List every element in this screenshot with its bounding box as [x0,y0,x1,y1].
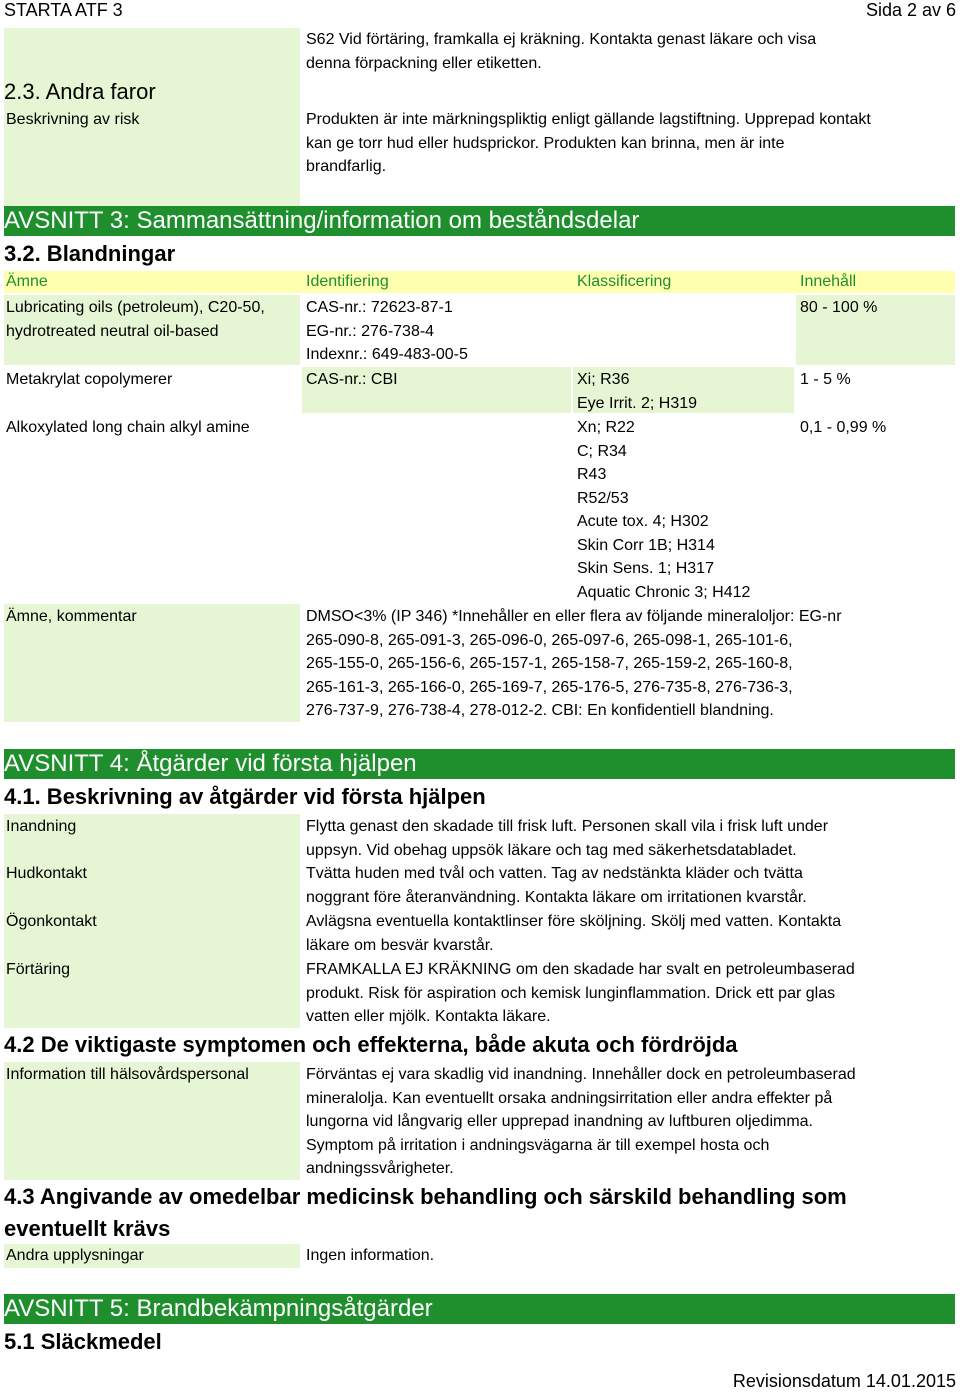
table-row-1-substance: Lubricating oils (petroleum), C20-50, hydrotreated neutral oil-based [6,299,265,340]
ingestion-label: Förtäring [6,961,71,978]
inhalation-text: Flytta genast den skadade till frisk luft. Personen skall vila i frisk luft under uppsyn. Vid obehag uppsök läkare och tag med säkerhetsdatabladet. [306,818,829,859]
risk-text: Produkten är inte märkningspliktig enligt gällande lagstiftning. Upprepad kontakt kan ge torr hud eller hudsprickor. Produkten kan brinna, men är inte brandfarlig. [306,111,871,175]
skin-label: Hudkontakt [6,865,87,882]
subsection-3-2: 3.2. Blandningar [4,241,176,266]
table-row-2-content: 1 - 5 % [800,371,851,388]
s62-text: S62 Vid förtäring, framkalla ej kräkning. Kontakta genast läkare och visa denna förpackning eller etiketten. [306,31,817,72]
revision-date: Revisionsdatum 14.01.2015 [732,1371,956,1391]
table-row-2-substance: Metakrylat copolymerer [6,371,173,388]
col-substance: Ämne [6,273,48,290]
health-text: Förväntas ej vara skadlig vid inandning. Innehåller dock en petroleumbaserad mineralolja. Kan eventuellt orsaka andningsirritation eller andra effekter på lungorna vid långvarig eller upprepad inandning av luftburen oljedimma. Symptom på irritation i andningsvägarna är till exempel hosta och andningssvårigheter. [306,1066,856,1177]
section-3-heading: AVSNITT 3: Sammansättning/information om beståndsdelar [4,206,955,236]
table-row-3-content: 0,1 - 0,99 % [800,419,887,436]
table-row-1-content: 80 - 100 % [800,299,878,316]
risk-label: Beskrivning av risk [6,111,140,128]
col-identification: Identifiering [306,273,389,290]
table-row-3-substance: Alkoxylated long chain alkyl amine [6,419,250,436]
eye-text: Avlägsna eventuella kontaktlinser före sköljning. Skölj med vatten. Kontakta läkare om besvär kvarstår. [306,913,842,954]
table-row-2-class: Xi; R36 Eye Irrit. 2; H319 [577,371,698,412]
table-header [4,271,955,293]
subsection-4-2: 4.2 De viktigaste symptomen och effekterna, både akuta och fördröjda [4,1032,738,1057]
table-row-2-ident: CAS-nr.: CBI [306,371,398,388]
table-row-3-class: Xn; R22 C; R34 R43 R52/53 Acute tox. 4; H302 Skin Corr 1B; H314 Skin Sens. 1; H317 Aquatic Chronic 3; H412 [577,419,751,601]
col-classification: Klassificering [577,273,672,290]
other-label: Andra upplysningar [6,1247,144,1264]
subsection-4-1: 4.1. Beskrivning av åtgärder vid första hjälpen [4,784,486,809]
eye-label: Ögonkontakt [6,913,97,930]
other-text: Ingen information. [306,1247,435,1264]
page-number: Sida 2 av 6 [865,0,956,20]
section-5-heading: AVSNITT 5: Brandbekämpningsåtgärder [4,1294,955,1324]
subsection-2-3: 2.3. Andra faror [4,79,156,104]
subsection-5-1: 5.1 Släckmedel [4,1329,162,1354]
inhalation-label: Inandning [6,818,77,835]
col-content: Innehåll [800,273,857,290]
ingestion-text: FRAMKALLA EJ KRÄKNING om den skadade har svalt en petroleumbaserad produkt. Risk för aspiration och kemisk lunginflammation. Drick ett par glas vatten eller mjölk. Kontakta läkare. [306,961,855,1025]
subsection-4-3: 4.3 Angivande av omedelbar medicinsk behandling och särskild behandling som eventuellt krävs [4,1184,847,1241]
document-title: STARTA ATF 3 [4,0,123,20]
health-label: Information till hälsovårdspersonal [6,1066,249,1083]
comment-text: DMSO<3% (IP 346) *Innehåller en eller flera av följande mineraloljor: EG-nr 265-090-8, 265-091-3, 265-096-0, 265-097-6, 265-098-1, 265-101-6, 265-155-0, 265-156-6, 265-157-1, 265-158-7, 265-159-2, 265-160-8, 265-161-3, 265-166-0, 265-169-7, 265-176-5, 276-735-8, 276-736-3, 276-737-9, 276-738-4, 278-012-2. CBI: En konfidentiell blandning. [306,608,842,719]
comment-label: Ämne, kommentar [6,608,137,625]
section-4-heading: AVSNITT 4: Åtgärder vid första hjälpen [4,749,955,779]
skin-text: Tvätta huden med tvål och vatten. Tag av nedstänkta kläder och tvätta noggrant före återanvändning. Kontakta läkare om irritationen kvarstår. [306,865,807,906]
table-row-1-ident: CAS-nr.: 72623-87-1 EG-nr.: 276-738-4 Indexnr.: 649-483-00-5 [306,299,468,363]
